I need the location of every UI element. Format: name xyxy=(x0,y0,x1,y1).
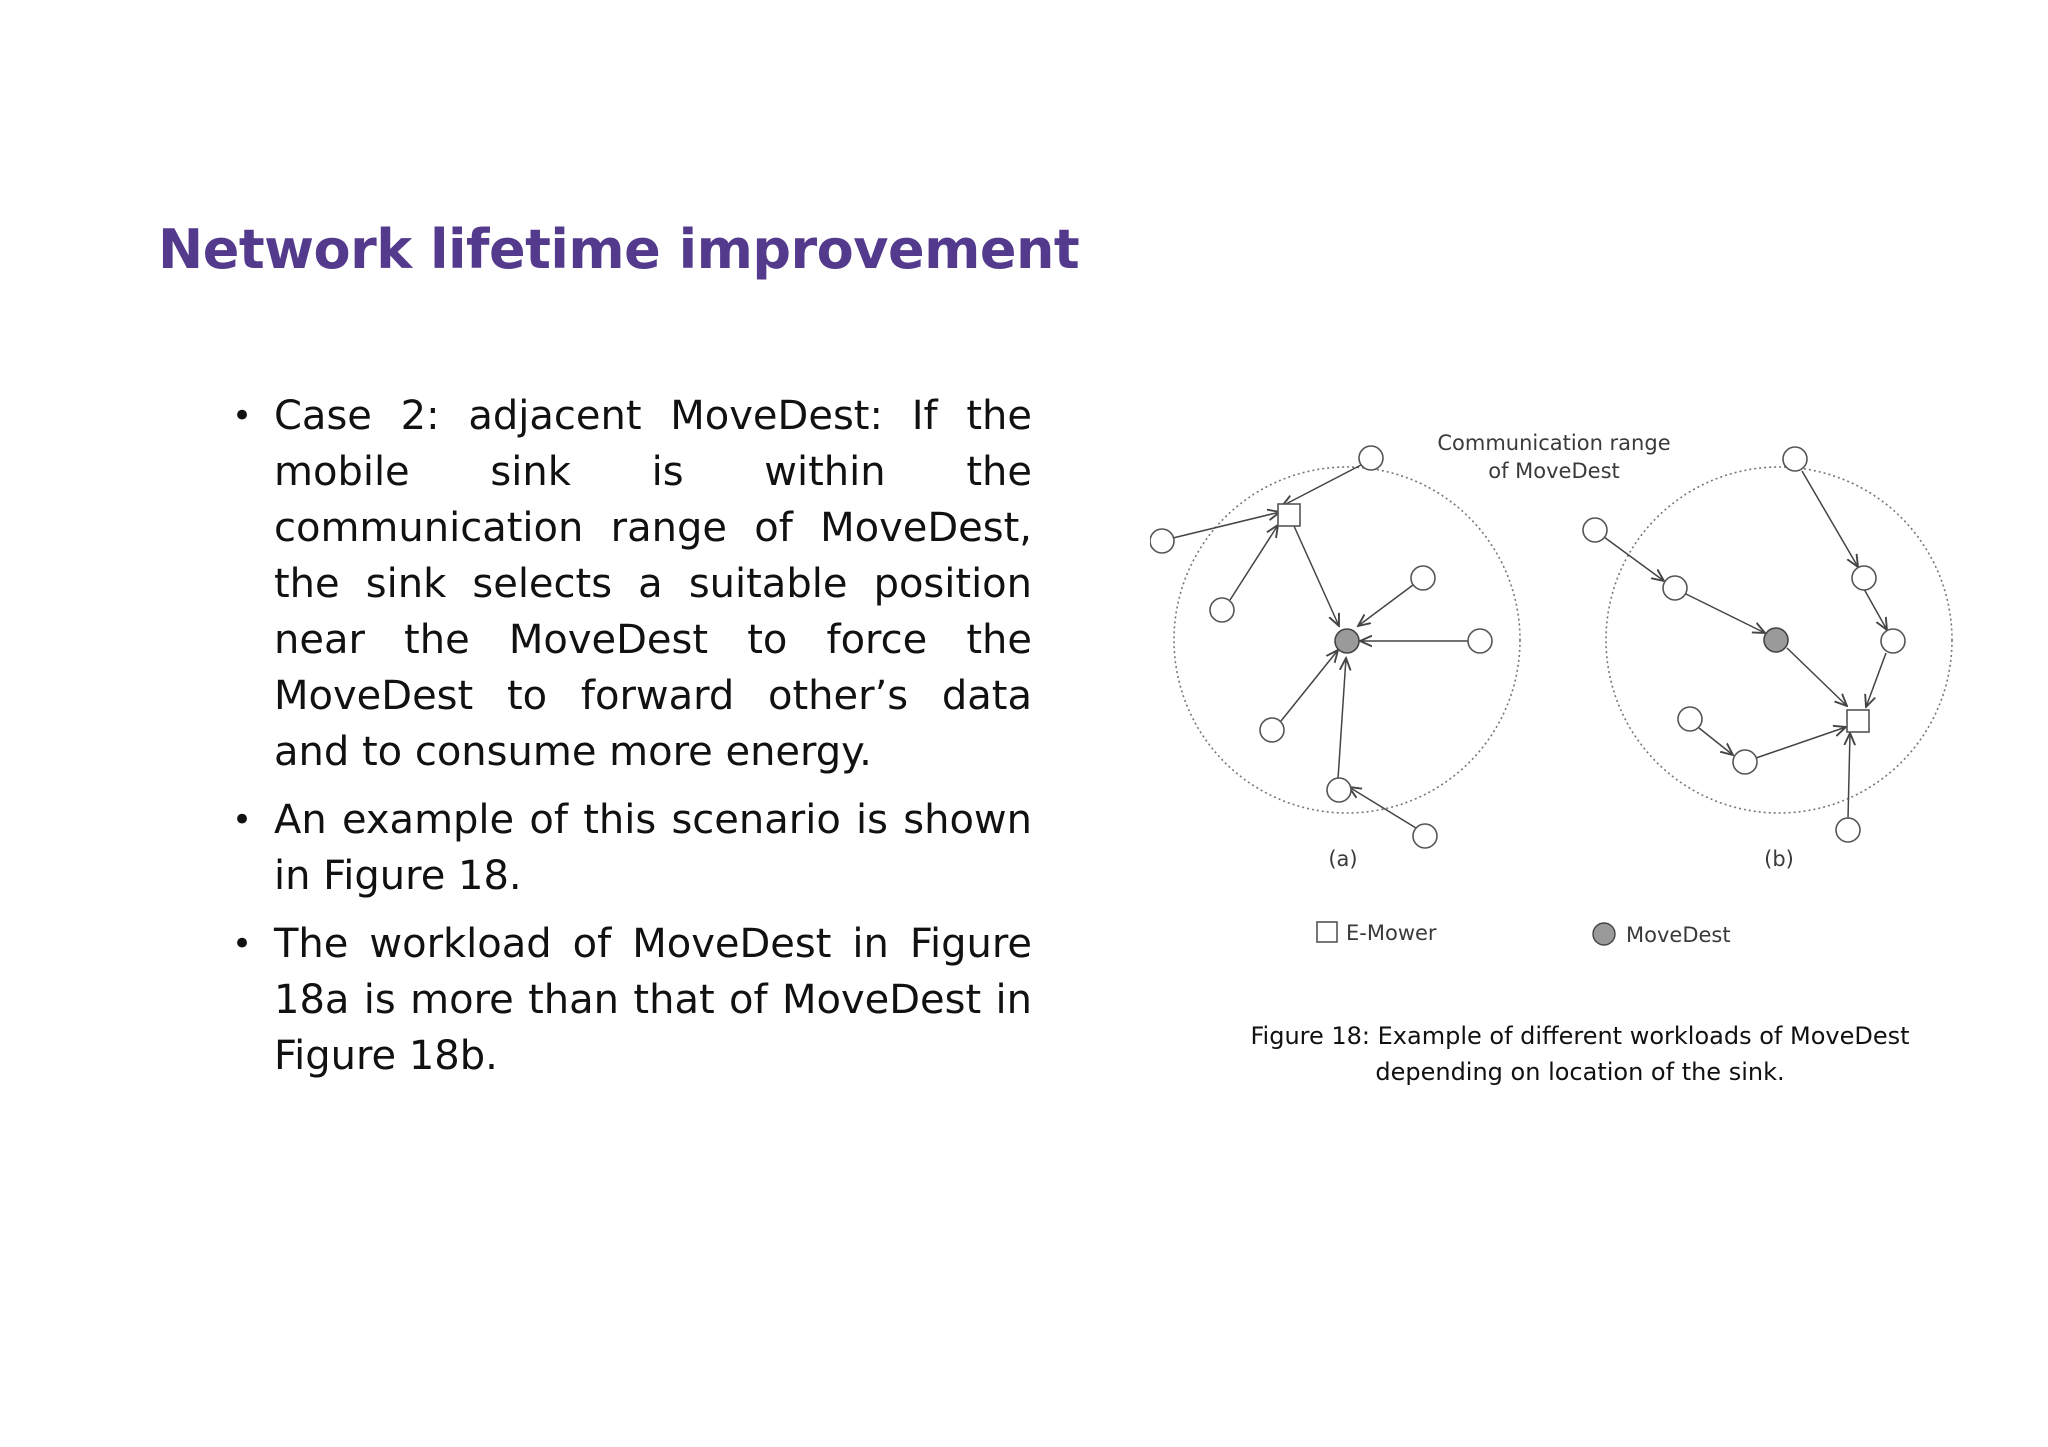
figure-caption xyxy=(1200,1018,1960,1090)
legend-movedest-label: MoveDest xyxy=(1626,923,1731,947)
legend-emower-label: E-Mower xyxy=(1346,921,1437,945)
edges-panel-a xyxy=(1173,465,1469,828)
bullet-dot-icon: • xyxy=(232,396,253,436)
bullet-text: An example of this scenario is shown in Figure 18. xyxy=(274,797,1032,899)
bullet-dot-icon: • xyxy=(232,800,253,840)
legend-filled-circle-icon xyxy=(1593,923,1615,945)
panel-b-label: (b) xyxy=(1764,847,1794,871)
e-mower-node-b xyxy=(1847,710,1869,732)
figure-18-diagram xyxy=(1150,420,1970,960)
bullet-item-workload xyxy=(232,916,1032,1084)
legend-square-icon xyxy=(1317,922,1337,942)
range-label-line2: of MoveDest xyxy=(1488,459,1620,483)
range-label-line1: Communication range xyxy=(1437,431,1671,455)
caption-line-1: Figure 18: Example of different workloads of MoveDest xyxy=(1250,1022,1910,1050)
bullet-text: Case 2: adjacent MoveDest: If the mobile sink is within the communication range of MoveDest, the sink selects a suitable position near the MoveDest to force the MoveDest to forward other’s data and to consume more energy. xyxy=(274,393,1032,775)
bullet-list xyxy=(232,388,1032,1096)
movedest-node-a xyxy=(1335,629,1359,653)
e-mower-node-a xyxy=(1278,504,1300,526)
caption-line-2: depending on location of the sink. xyxy=(1375,1058,1785,1086)
bullet-item-case-2 xyxy=(232,388,1032,780)
bullet-item-example xyxy=(232,792,1032,904)
slide-title: Network lifetime improvement xyxy=(158,218,1080,281)
bullet-dot-icon: • xyxy=(232,924,253,964)
panel-a-label: (a) xyxy=(1328,847,1358,871)
nodes-panel-a xyxy=(1150,446,1492,848)
bullet-text: The workload of MoveDest in Figure 18a is more than that of MoveDest in Figure 18b. xyxy=(274,921,1032,1079)
network-diagram xyxy=(1150,420,1970,960)
legend xyxy=(1317,921,1731,947)
nodes-panel-b xyxy=(1583,447,1905,842)
movedest-node-b xyxy=(1764,628,1788,652)
